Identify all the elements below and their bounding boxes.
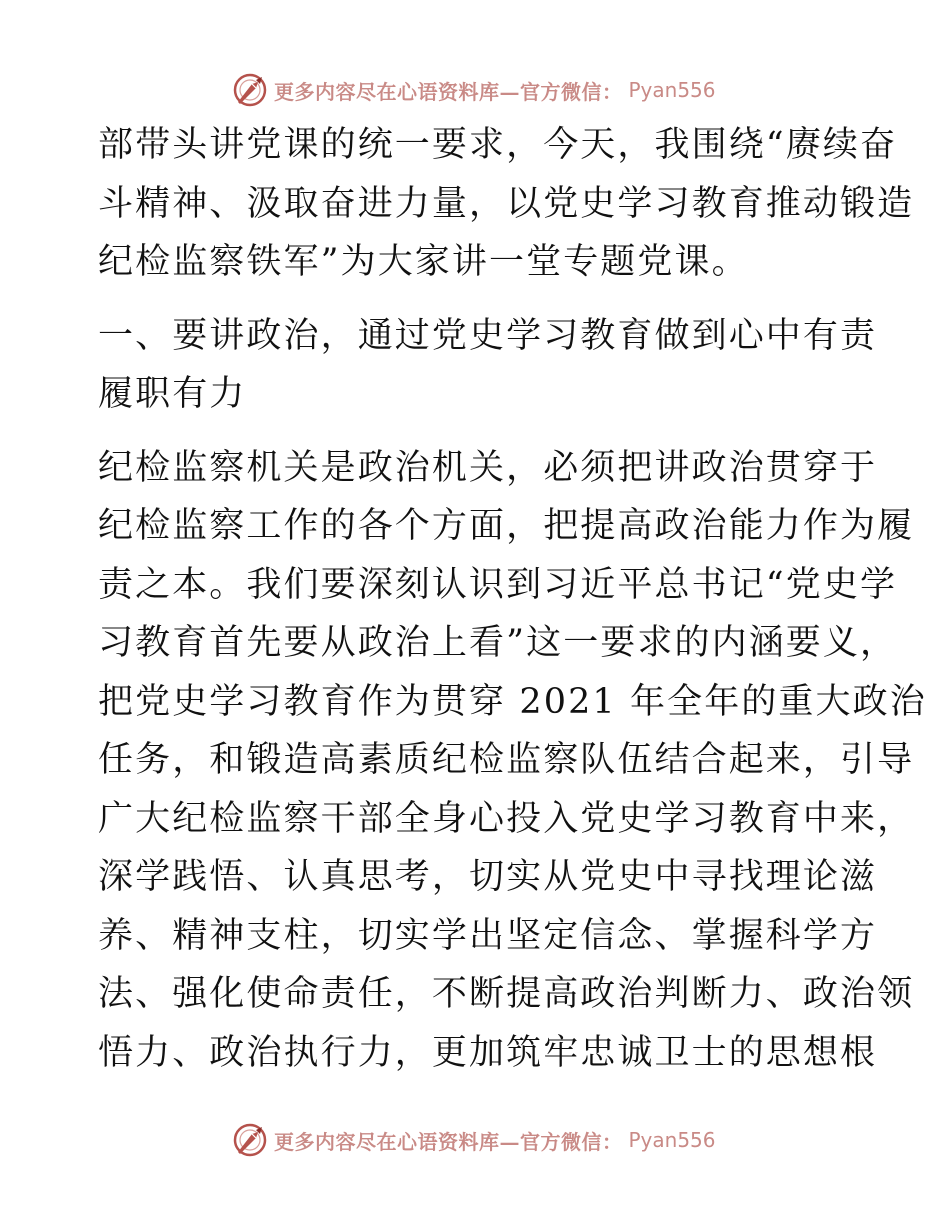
header-banner-text: 更多内容尽在心语资料库—官方微信： — [274, 79, 623, 104]
header-banner — [232, 70, 716, 110]
paragraph-section-1 — [98, 439, 927, 1083]
text-line: 一、要讲政治，通过党史学习教育做到心中有责 — [98, 315, 878, 356]
text-line: 养、精神支柱，切实学出坚定信念、掌握科学方 — [98, 915, 878, 956]
pen-nib-logo-icon — [232, 1122, 268, 1158]
section-heading-1 — [98, 307, 878, 424]
header-banner-wechat-id: Pyan556 — [628, 78, 716, 102]
text-line: 广大纪检监察干部全身心投入党史学习教育中来， — [98, 798, 915, 839]
footer-banner — [232, 1120, 716, 1160]
text-line: 深学践悟、认真思考，切实从党史中寻找理论滋 — [98, 857, 878, 897]
text-line: 部带头讲党课的统一要求，今天，我围绕“赓续奋 — [98, 125, 898, 165]
text-line: 责之本。我们要深刻认识到习近平总书记“党史学 — [98, 564, 898, 605]
text-line: 履职有力 — [98, 374, 247, 414]
text-line: 悟力、政治执行力，更加筑牢忠诚卫士的思想根 — [98, 1032, 878, 1073]
text-line: 纪检监察工作的各个方面，把提高政治能力作为履 — [98, 506, 915, 546]
text-line: 任务，和锻造高素质纪检监察队伍结合起来，引导 — [98, 740, 915, 780]
text-line: 斗精神、汲取奋进力量，以党史学习教育推动锻造 — [98, 183, 915, 224]
text-line: 纪检监察铁军”为大家讲一堂专题党课。 — [98, 242, 749, 282]
text-line: 习教育首先要从政治上看”这一要求的内涵要义， — [98, 623, 898, 663]
text-line: 法、强化使命责任，不断提高政治判断力、政治领 — [98, 974, 915, 1014]
paragraph-intro — [98, 116, 915, 292]
text-line: 把党史学习教育作为贯穿 2021 年全年的重大政治 — [98, 681, 927, 722]
footer-banner-wechat-id: Pyan556 — [628, 1128, 716, 1152]
pen-nib-logo-icon — [232, 72, 268, 108]
footer-banner-text: 更多内容尽在心语资料库—官方微信： — [274, 1129, 623, 1154]
document-body — [98, 116, 927, 1082]
text-line: 纪检监察机关是政治机关，必须把讲政治贯穿于 — [98, 447, 878, 488]
